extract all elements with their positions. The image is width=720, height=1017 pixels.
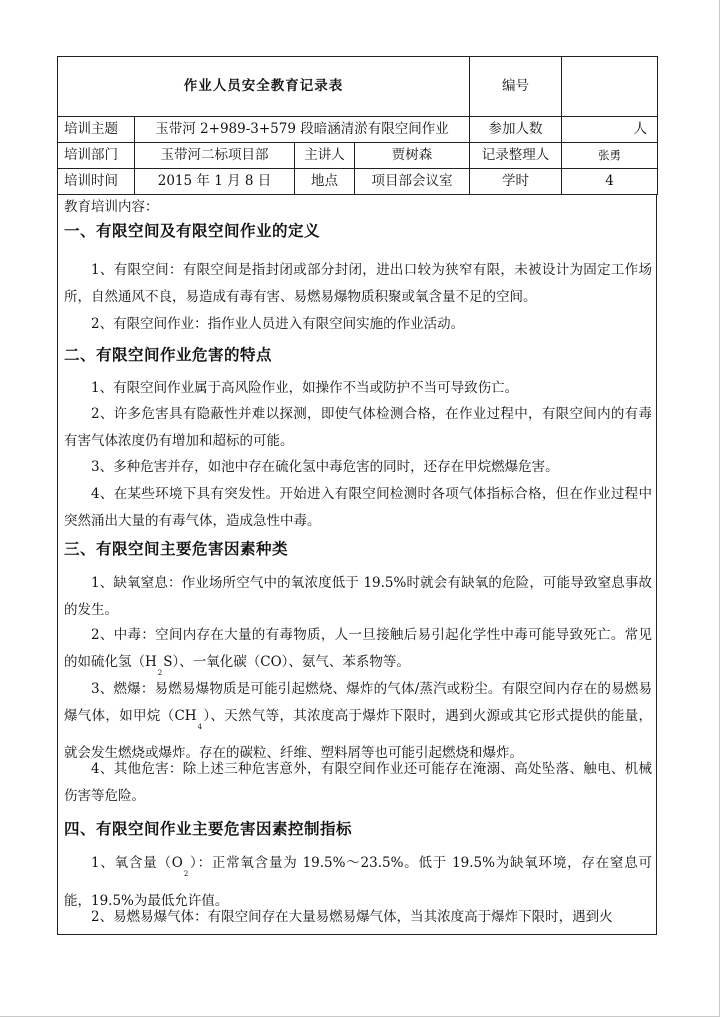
- section-4-para-1: 1、氧含量$(O_2)$：正常氧含量为 19.5%～23.5%。低于 19.5%为缺氧环境，存在窒息可能，19.5%为最低允许值。: [64, 855, 652, 909]
- hours-value: 4: [562, 169, 658, 195]
- time-value: 2015 年 1 月 8 日: [135, 169, 295, 195]
- dept-value: 玉带河二标项目部: [135, 143, 295, 169]
- lecturer-label: 主讲人: [295, 143, 355, 169]
- section-3-para-4: 4、其他危害：除上述三种危害意外，有限空间作业还可能存在淹溺、高处坠落、触电、机械伤害等危险。: [64, 761, 652, 804]
- attendees-unit: 人: [562, 117, 658, 143]
- section-1-heading: 一、有限空间及有限空间作业的定义: [64, 221, 321, 240]
- section-1-para-1: 1、有限空间：有限空间是指封闭或部分封闭，进出口较为狭窄有限，未被设计为固定工作场所，自然通风不良，易造成有毒有害、易燃易爆物质积聚或氧含量不足的空间。: [64, 262, 652, 305]
- section-2-para-1: 1、有限空间作业属于高风险作业，如操作不当或防护不当可导致伤亡。: [91, 380, 519, 396]
- section-4-para-2: 2、易燃易爆气体：有限空间存在大量易燃易爆气体，当其浓度高于爆炸下限时，遇到火: [91, 909, 613, 925]
- topic-value: 玉带河 2+989-3+579 段暗涵清淤有限空间作业: [135, 117, 470, 143]
- place-label: 地点: [295, 169, 355, 195]
- section-3-heading: 三、有限空间主要危害因素种类: [64, 539, 289, 558]
- record-header-table: [57, 56, 658, 195]
- section-2-heading: 二、有限空间作业危害的特点: [64, 345, 273, 364]
- hours-label: 学时: [470, 169, 562, 195]
- form-title: 作业人员安全教育记录表: [58, 57, 470, 117]
- attendees-label: 参加人数: [470, 117, 562, 143]
- training-content: [58, 195, 656, 1017]
- topic-label: 培训主题: [58, 117, 135, 143]
- lecturer-value: 贾树森: [355, 143, 470, 169]
- section-4-heading: 四、有限空间作业主要危害因素控制指标: [64, 819, 353, 838]
- ch4-subscript: 4: [197, 722, 203, 731]
- section-2-para-3: 3、多种危害并存，如池中存在硫化氢中毒危害的同时，还存在甲烷燃爆危害。: [91, 459, 559, 475]
- content-intro: 教育培训内容：: [64, 199, 159, 215]
- time-label: 培训时间: [58, 169, 135, 195]
- recorder-label: 记录整理人: [470, 143, 562, 169]
- section-3-para-2: 2、中毒：空间内存在大量的有毒物质，人一旦接触后易引起化学性中毒可能导致死亡。常见的如硫化氢$(H_2S)$、一氧化碳（CO）、氨气、苯系物等。: [64, 627, 652, 677]
- place-value: 项目部会议室: [355, 169, 470, 195]
- number-value: [562, 57, 658, 117]
- section-3-para-3: 3、燃爆：易燃易爆物质是可能引起燃烧、爆炸的气体/蒸汽或粉尘。有限空间内存在的易燃易爆气体，如甲烷$(CH_4)$、天然气等，其浓度高于爆炸下限时，遇到火源或其它形式提供的能量，就会发生燃烧或爆炸。存在的碳粒、纤维、塑料屑等也可能引起燃烧和爆炸。: [64, 681, 652, 761]
- section-2-para-4: 4、在某些环境下具有突发性。开始进入有限空间检测时各项气体指标合格，但在作业过程中突然涌出大量的有毒气体，造成急性中毒。: [64, 486, 652, 529]
- recorder-value: 张勇: [562, 143, 658, 169]
- section-3-para-1: 1、缺氧窒息：作业场所空气中的氧浓度低于 19.5%时就会有缺氧的危险，可能导致窒息事故的发生。: [64, 575, 652, 618]
- o2-subscript: 2: [183, 870, 189, 878]
- number-label: 编号: [470, 57, 562, 117]
- h2s-subscript: 2: [157, 668, 163, 677]
- section-1-para-2: 2、有限空间作业：指作业人员进入有限空间实施的作业活动。: [91, 316, 465, 332]
- dept-label: 培训部门: [58, 143, 135, 169]
- section-2-para-2: 2、许多危害具有隐蔽性并难以探测，即使气体检测合格，在作业过程中，有限空间内的有毒有害气体浓度仍有增加和超标的可能。: [64, 406, 652, 449]
